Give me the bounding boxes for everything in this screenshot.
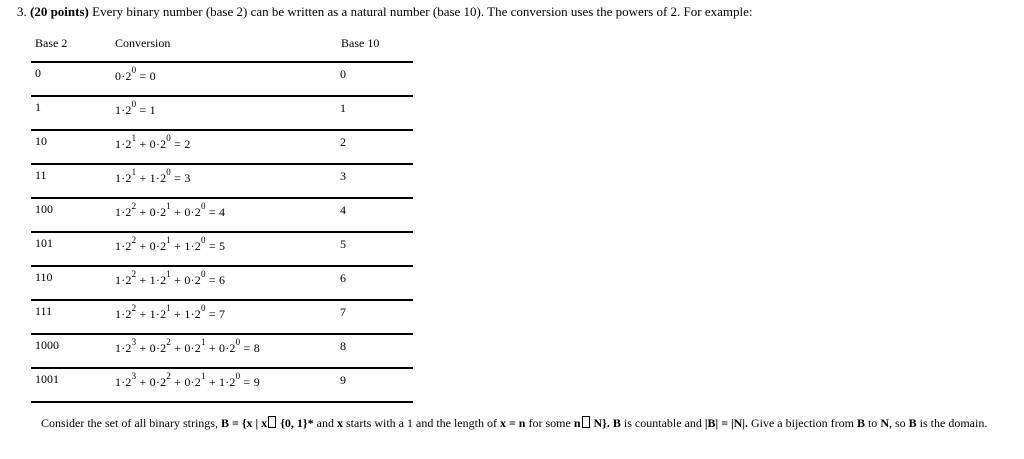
naturals: N}. [593, 416, 610, 430]
cell-base2: 1001 [35, 372, 59, 386]
cell-base2: 100 [35, 202, 53, 216]
cell-base2: 1000 [35, 338, 59, 352]
table-row [31, 163, 413, 197]
cell-conversion: $1\cdot 2^1 + 0\cdot 2^0 = 2$ [115, 133, 191, 151]
cell-base10: 1 [340, 101, 346, 115]
cell-base10: 2 [340, 135, 346, 149]
question-text: Every binary number (base 2) can be written as a natural number (base 10). The conversion uses the powers of 2. For example: [92, 4, 753, 19]
var-B-3: B [908, 416, 917, 430]
cell-base10: 5 [340, 237, 346, 251]
consider-text-8: is the domain. [919, 416, 988, 430]
cell-conversion: $1\cdot 2^3 + 0\cdot 2^2 + 0\cdot 2^1 + 1\cdot 2^0 = 9$ [115, 371, 260, 389]
consider-text-6: to [867, 416, 878, 430]
table-row [31, 231, 413, 265]
cell-conversion: $1\cdot 2^3 + 0\cdot 2^2 + 0\cdot 2^1 + 0\cdot 2^0 = 8$ [115, 337, 260, 355]
cardinality: |B| = |N|. [704, 416, 748, 430]
table-row [31, 61, 413, 95]
cell-base2: 0 [35, 66, 41, 80]
cell-base10: 6 [340, 271, 346, 285]
cell-conversion: $1\cdot 2^2 + 0\cdot 2^1 + 0\cdot 2^0 = 4$ [115, 201, 226, 219]
cell-conversion: $1\cdot 2^2 + 1\cdot 2^1 + 0\cdot 2^0 = 6$ [115, 269, 226, 287]
table-row [31, 333, 413, 367]
table-row [31, 265, 413, 299]
table-bottom-rule [31, 401, 413, 403]
table-row [31, 367, 413, 401]
consider-text-5: Give a bijection from [750, 416, 854, 430]
element-of-icon-2 [582, 416, 590, 428]
consider-text-1: Consider the set of all binary strings, [41, 416, 218, 430]
table-row [31, 197, 413, 231]
cell-base10: 4 [340, 203, 346, 217]
cell-conversion: $1\cdot 2^2 + 0\cdot 2^1 + 1\cdot 2^0 = 5$ [115, 235, 226, 253]
cell-base10: 8 [340, 339, 346, 353]
consider-text-and: and [316, 416, 334, 430]
set-definition: B = {x | x [220, 416, 268, 430]
var-n: n [573, 416, 581, 430]
consider-paragraph [41, 416, 1021, 431]
cell-base10: 0 [340, 67, 346, 81]
cell-base2: 111 [35, 304, 53, 318]
consider-text-2: starts with a 1 and the length of [346, 416, 497, 430]
cell-base2: 101 [35, 236, 53, 250]
var-N: N [880, 416, 889, 430]
table-row [31, 129, 413, 163]
cell-conversion: $1\cdot 2^1 + 1\cdot 2^0 = 3$ [115, 167, 191, 185]
question-number: 3. [17, 4, 27, 19]
header-base2: Base 2 [35, 36, 68, 50]
consider-text-3: for some [528, 416, 571, 430]
cell-base2: 10 [35, 134, 47, 148]
cell-base2: 11 [35, 168, 47, 182]
cell-base10: 3 [340, 169, 346, 183]
cell-conversion: $0\cdot 2^0 = 0$ [115, 65, 156, 83]
var-B-1: B [612, 416, 621, 430]
cell-conversion: $1\cdot 2^2 + 1\cdot 2^1 + 1\cdot 2^0 = 7$ [115, 303, 226, 321]
cell-base2: 110 [35, 270, 53, 284]
element-of-icon [268, 416, 276, 428]
table-row [31, 299, 413, 333]
length-condition: x = n [499, 416, 526, 430]
conversion-table [31, 61, 413, 403]
consider-text-7: , so [888, 416, 906, 430]
cell-base2: 1 [35, 100, 41, 114]
header-base10: Base 10 [341, 36, 380, 50]
consider-text-4: is countable and [623, 416, 702, 430]
cell-base10: 7 [340, 305, 346, 319]
cell-conversion: $1\cdot 2^0 = 1$ [115, 99, 156, 117]
table-row [31, 95, 413, 129]
alphabet: {0, 1}* [280, 416, 314, 430]
question-points: (20 points) [30, 4, 89, 19]
cell-base10: 9 [340, 373, 346, 387]
header-conversion: Conversion [115, 36, 171, 50]
question-heading [17, 4, 753, 20]
var-x: x [337, 416, 343, 430]
var-B-2: B [856, 416, 865, 430]
